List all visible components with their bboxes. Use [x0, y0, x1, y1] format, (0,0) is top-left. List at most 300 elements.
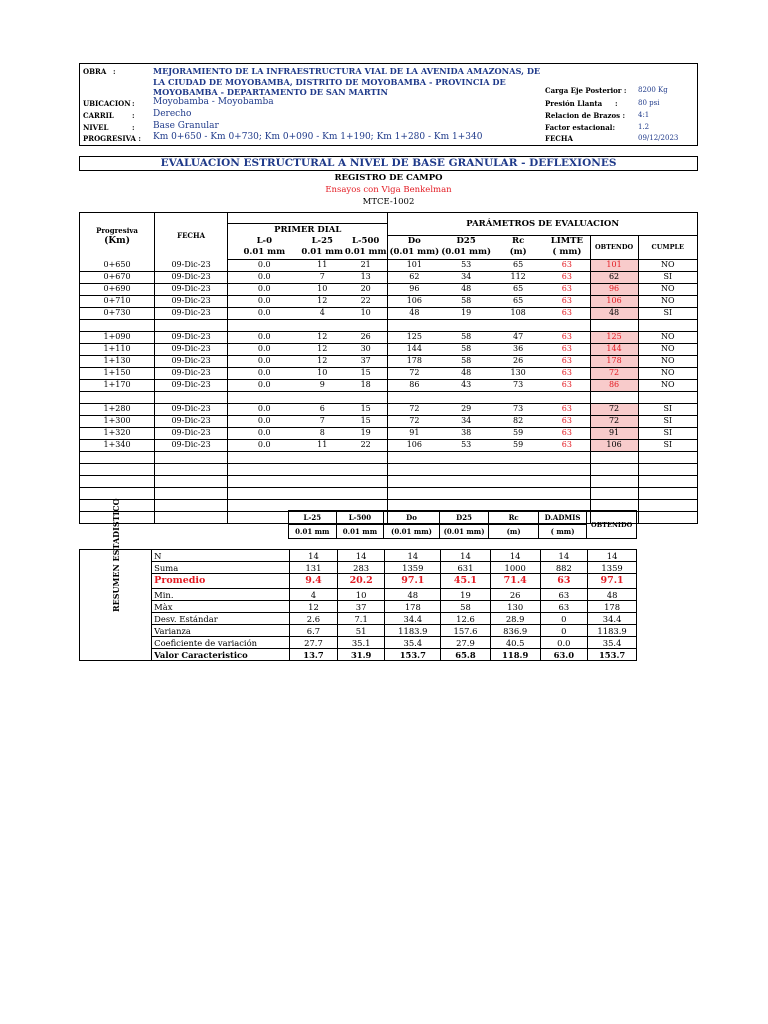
cell-l25: 8	[301, 427, 344, 439]
cell-cumple: NO	[638, 343, 697, 355]
cell-limte: 63	[544, 415, 590, 427]
deflection-table	[79, 212, 698, 524]
cell-fecha: 09-Dic-23	[155, 439, 228, 451]
obra-text: MEJORAMIENTO DE LA INFRAESTRUCTURA VIAL DE LA AVENIDA AMAZONAS, DE LA CIUDAD DE MOYOBAMBA, DISTRITO DE MOYOBAMBA - PROVINCIA DE MOYOBAMBA - DEPARTAMENTO DE SAN MARTIN	[153, 66, 541, 97]
stats-label: Promedio	[152, 574, 290, 589]
cell-obtendo: 125	[590, 331, 638, 343]
col-rc-unit: (m)	[509, 247, 527, 257]
empty-cell	[155, 463, 228, 475]
empty-cell	[80, 391, 155, 403]
cell-fecha: 09-Dic-23	[155, 271, 228, 283]
stats-row	[80, 589, 637, 601]
cell-rc: 65	[492, 283, 544, 295]
cell-l25: 11	[301, 259, 344, 271]
stats-value: 14	[490, 550, 540, 562]
cell-obtendo: 96	[590, 283, 638, 295]
col-l25	[301, 235, 344, 259]
cell-limte: 63	[544, 271, 590, 283]
cell-d25: 34	[440, 271, 492, 283]
cell-obtendo: 86	[590, 379, 638, 391]
cell-progresiva: 1+170	[80, 379, 155, 391]
col-progresiva-label: Progresiva	[96, 226, 138, 235]
cell-l0: 0.0	[228, 271, 301, 283]
carril-value: Derecho	[153, 109, 192, 119]
stats-value: 31.9	[337, 649, 385, 661]
stats-value: 12	[290, 601, 338, 613]
col-primer-dial: PRIMER DIAL	[228, 224, 388, 236]
stats-value: 12.6	[441, 613, 491, 625]
empty-cell	[228, 463, 301, 475]
presion-value: 80 psi	[638, 99, 660, 107]
stats-value: 58	[441, 601, 491, 613]
stats-row	[80, 574, 637, 589]
empty-cell	[638, 463, 697, 475]
empty-cell	[440, 463, 492, 475]
cell-l0: 0.0	[228, 331, 301, 343]
empty-cell	[544, 475, 590, 487]
stats-value: 14	[337, 550, 385, 562]
sub-rc-unit: (m)	[489, 525, 538, 539]
sub-l500: L-500	[336, 511, 384, 525]
empty-cell	[388, 451, 440, 463]
cell-progresiva: 1+320	[80, 427, 155, 439]
cell-cumple: SI	[638, 439, 697, 451]
stats-value: 157.6	[441, 625, 491, 637]
stats-value: 178	[588, 601, 637, 613]
col-rc-label: Rc	[512, 236, 525, 246]
stats-value: 35.1	[337, 637, 385, 649]
stats-value: 1183.9	[385, 625, 441, 637]
sub-l25: L-25	[289, 511, 337, 525]
empty-cell	[492, 319, 544, 331]
stats-value: 14	[540, 550, 588, 562]
table-row	[80, 367, 698, 379]
cell-cumple: NO	[638, 295, 697, 307]
summary-side-label	[80, 498, 152, 661]
cell-l0: 0.0	[228, 283, 301, 295]
stats-value: 65.8	[441, 649, 491, 661]
stats-value: 40.5	[490, 637, 540, 649]
cell-cumple: SI	[638, 427, 697, 439]
stats-value: 6.7	[290, 625, 338, 637]
col-km-label: (Km)	[104, 236, 130, 246]
cell-progresiva: 1+280	[80, 403, 155, 415]
empty-cell	[544, 391, 590, 403]
cell-l25: 7	[301, 415, 344, 427]
stats-value: 14	[290, 550, 338, 562]
table-row	[80, 379, 698, 391]
cell-rc: 73	[492, 403, 544, 415]
cell-do: 72	[388, 403, 440, 415]
summary-header-table	[288, 510, 637, 539]
col-parametros: PARÁMETROS DE EVALUACION	[388, 213, 698, 236]
fecha-label: FECHA	[545, 134, 573, 143]
cell-l0: 0.0	[228, 427, 301, 439]
cell-cumple: SI	[638, 415, 697, 427]
empty-cell	[228, 487, 301, 499]
cell-do: 91	[388, 427, 440, 439]
empty-cell	[638, 487, 697, 499]
cell-fecha: 09-Dic-23	[155, 283, 228, 295]
cell-l500: 21	[344, 259, 388, 271]
cell-fecha: 09-Dic-23	[155, 427, 228, 439]
col-l25-label: L-25	[311, 235, 333, 246]
cell-obtendo: 91	[590, 427, 638, 439]
empty-cell	[590, 319, 638, 331]
stats-value: 27.7	[290, 637, 338, 649]
cell-l500: 37	[344, 355, 388, 367]
empty-cell	[440, 451, 492, 463]
cell-rc: 73	[492, 379, 544, 391]
cell-d25: 58	[440, 295, 492, 307]
nivel-colon: :	[132, 123, 135, 132]
stats-label: Valor Caracteristico	[152, 649, 290, 661]
cell-progresiva: 0+710	[80, 295, 155, 307]
col-cumple: CUMPLE	[638, 235, 697, 259]
empty-cell	[492, 487, 544, 499]
norma-code: MTCE-1002	[362, 197, 415, 207]
cell-d25: 38	[440, 427, 492, 439]
progresiva-label: PROGRESIVA :	[83, 134, 141, 143]
empty-cell	[544, 487, 590, 499]
cell-l500: 10	[344, 307, 388, 319]
sub-obtenido: OBTENIDO	[587, 511, 637, 539]
stats-value: 153.7	[385, 649, 441, 661]
empty-cell	[155, 499, 228, 511]
stats-value: 51	[337, 625, 385, 637]
empty-cell	[388, 475, 440, 487]
cell-l25: 11	[301, 439, 344, 451]
table-row	[80, 403, 698, 415]
cell-l25: 12	[301, 331, 344, 343]
empty-cell	[544, 451, 590, 463]
carga-value: 8200 Kg	[638, 86, 668, 94]
sub-dadmis-unit: ( mm)	[538, 525, 586, 539]
cell-limte: 63	[544, 283, 590, 295]
cell-progresiva: 1+110	[80, 343, 155, 355]
empty-cell	[492, 475, 544, 487]
empty-cell	[638, 475, 697, 487]
stats-value: 14	[588, 550, 637, 562]
table-row	[80, 271, 698, 283]
cell-fecha: 09-Dic-23	[155, 343, 228, 355]
empty-cell	[440, 475, 492, 487]
deflection-table-body	[80, 259, 698, 523]
cell-progresiva: 1+300	[80, 415, 155, 427]
stats-value: 28.9	[490, 613, 540, 625]
cell-obtendo: 62	[590, 271, 638, 283]
obra-colon: :	[113, 67, 116, 76]
stats-value: 14	[441, 550, 491, 562]
cell-l25: 9	[301, 379, 344, 391]
stats-value: 63	[540, 574, 588, 589]
cell-rc: 59	[492, 427, 544, 439]
cell-l500: 19	[344, 427, 388, 439]
cell-do: 72	[388, 415, 440, 427]
stats-row	[80, 550, 637, 562]
project-header	[79, 63, 698, 146]
stats-value: 19	[441, 589, 491, 601]
stats-value: 153.7	[588, 649, 637, 661]
cell-obtendo: 106	[590, 439, 638, 451]
summary-side-text: RESUMEN ESTADISTICO	[110, 498, 121, 612]
table-row	[80, 355, 698, 367]
empty-cell	[344, 475, 388, 487]
col-l0-label: L-0	[256, 235, 272, 246]
cell-progresiva: 0+730	[80, 307, 155, 319]
cell-do: 178	[388, 355, 440, 367]
cell-limte: 63	[544, 331, 590, 343]
cell-l500: 30	[344, 343, 388, 355]
cell-progresiva: 1+130	[80, 355, 155, 367]
empty-cell	[301, 475, 344, 487]
cell-fecha: 09-Dic-23	[155, 331, 228, 343]
col-l500-label: L-500	[352, 235, 380, 246]
cell-l0: 0.0	[228, 355, 301, 367]
nivel-label: NIVEL	[83, 123, 109, 132]
cell-cumple: NO	[638, 283, 697, 295]
stats-value: 631	[441, 562, 491, 574]
cell-l500: 18	[344, 379, 388, 391]
empty-cell	[228, 319, 301, 331]
cell-do: 96	[388, 283, 440, 295]
sub-dadmis: D.ADMIS	[538, 511, 586, 525]
empty-cell	[388, 391, 440, 403]
cell-limte: 63	[544, 379, 590, 391]
cell-limte: 63	[544, 355, 590, 367]
cell-d25: 53	[440, 439, 492, 451]
cell-rc: 130	[492, 367, 544, 379]
stats-value: 14	[385, 550, 441, 562]
cell-limte: 63	[544, 403, 590, 415]
empty-cell	[544, 319, 590, 331]
cell-d25: 53	[440, 259, 492, 271]
empty-cell	[301, 391, 344, 403]
stats-label: Min.	[152, 589, 290, 601]
cell-l500: 20	[344, 283, 388, 295]
stats-row	[80, 613, 637, 625]
stats-value: 1000	[490, 562, 540, 574]
relacion-label: Relacion de Brazos :	[545, 111, 626, 120]
sub-do-unit: (0.01 mm)	[384, 525, 439, 539]
relacion-value: 4:1	[638, 111, 650, 119]
col-l0	[228, 235, 301, 259]
cell-obtendo: 178	[590, 355, 638, 367]
empty-cell	[344, 451, 388, 463]
empty-cell	[155, 511, 228, 523]
cell-fecha: 09-Dic-23	[155, 367, 228, 379]
empty-cell	[638, 511, 697, 523]
stats-value: 4	[290, 589, 338, 601]
cell-cumple: NO	[638, 331, 697, 343]
cell-d25: 58	[440, 331, 492, 343]
empty-cell	[544, 463, 590, 475]
cell-l0: 0.0	[228, 403, 301, 415]
stats-value: 45.1	[441, 574, 491, 589]
col-limte-label: LIMTE	[550, 236, 583, 246]
stats-label: Màx	[152, 601, 290, 613]
empty-cell	[492, 463, 544, 475]
cell-do: 62	[388, 271, 440, 283]
stats-value: 9.4	[290, 574, 338, 589]
cell-cumple: NO	[638, 355, 697, 367]
cell-obtendo: 72	[590, 367, 638, 379]
empty-cell	[155, 319, 228, 331]
empty-cell	[590, 475, 638, 487]
cell-rc: 59	[492, 439, 544, 451]
empty-row	[80, 475, 698, 487]
cell-progresiva: 1+090	[80, 331, 155, 343]
table-row	[80, 259, 698, 271]
cell-l500: 15	[344, 415, 388, 427]
empty-row	[80, 463, 698, 475]
stats-value: 34.4	[385, 613, 441, 625]
cell-do: 101	[388, 259, 440, 271]
empty-cell	[228, 391, 301, 403]
col-d25	[440, 235, 492, 259]
empty-row	[80, 319, 698, 331]
cell-l0: 0.0	[228, 307, 301, 319]
cell-cumple: SI	[638, 403, 697, 415]
cell-do: 144	[388, 343, 440, 355]
cell-cumple: SI	[638, 307, 697, 319]
empty-cell	[228, 451, 301, 463]
stats-value: 27.9	[441, 637, 491, 649]
stats-row	[80, 562, 637, 574]
stats-value: 1359	[588, 562, 637, 574]
cell-rc: 112	[492, 271, 544, 283]
stats-row	[80, 649, 637, 661]
stats-value: 0	[540, 613, 588, 625]
presion-colon: :	[615, 99, 618, 108]
cell-fecha: 09-Dic-23	[155, 403, 228, 415]
stats-value: 97.1	[385, 574, 441, 589]
empty-cell	[344, 391, 388, 403]
col-obtendo: OBTENDO	[590, 235, 638, 259]
empty-cell	[590, 391, 638, 403]
empty-row	[80, 391, 698, 403]
cell-l25: 12	[301, 295, 344, 307]
cell-l500: 22	[344, 439, 388, 451]
stats-row	[80, 625, 637, 637]
cell-fecha: 09-Dic-23	[155, 379, 228, 391]
col-fecha: FECHA	[155, 213, 228, 260]
col-d25-label: D25	[456, 236, 476, 246]
cell-rc: 65	[492, 295, 544, 307]
cell-l25: 10	[301, 283, 344, 295]
cell-progresiva: 0+670	[80, 271, 155, 283]
cell-l0: 0.0	[228, 259, 301, 271]
sub-l25-unit: 0.01 mm	[289, 525, 337, 539]
cell-l25: 12	[301, 355, 344, 367]
cell-fecha: 09-Dic-23	[155, 295, 228, 307]
cell-d25: 43	[440, 379, 492, 391]
stats-value: 63	[540, 589, 588, 601]
table-row	[80, 427, 698, 439]
cell-progresiva: 0+690	[80, 283, 155, 295]
empty-cell	[301, 487, 344, 499]
empty-cell	[301, 451, 344, 463]
cell-l500: 26	[344, 331, 388, 343]
empty-cell	[440, 319, 492, 331]
carga-label: Carga Eje Posterior :	[545, 86, 627, 95]
stats-value: 97.1	[588, 574, 637, 589]
table-row	[80, 439, 698, 451]
progresiva-value: Km 0+650 - Km 0+730; Km 0+090 - Km 1+190; Km 1+280 - Km 1+340	[153, 132, 483, 142]
cell-d25: 58	[440, 343, 492, 355]
empty-cell	[301, 463, 344, 475]
stats-value: 882	[540, 562, 588, 574]
cell-do: 72	[388, 367, 440, 379]
cell-d25: 48	[440, 367, 492, 379]
stats-value: 34.4	[588, 613, 637, 625]
cell-cumple: NO	[638, 259, 697, 271]
stats-value: 35.4	[385, 637, 441, 649]
cell-limte: 63	[544, 307, 590, 319]
stats-value: 48	[385, 589, 441, 601]
stats-value: 13.7	[290, 649, 338, 661]
carril-label: CARRIL	[83, 111, 114, 120]
cell-limte: 63	[544, 259, 590, 271]
nivel-value: Base Granular	[153, 121, 219, 131]
stats-value: 63.0	[540, 649, 588, 661]
sub-rc: Rc	[489, 511, 538, 525]
stats-row	[80, 637, 637, 649]
col-do	[388, 235, 440, 259]
cell-progresiva: 1+340	[80, 439, 155, 451]
stats-label: Desv. Estándar	[152, 613, 290, 625]
empty-cell	[590, 463, 638, 475]
stats-label: N	[152, 550, 290, 562]
cell-obtendo: 106	[590, 295, 638, 307]
col-limte	[544, 235, 590, 259]
stats-value: 37	[337, 601, 385, 613]
primer-dial-spacer	[228, 213, 388, 224]
cell-rc: 65	[492, 259, 544, 271]
cell-cumple: NO	[638, 367, 697, 379]
stats-value: 1183.9	[588, 625, 637, 637]
cell-obtendo: 101	[590, 259, 638, 271]
cell-d25: 34	[440, 415, 492, 427]
registro-heading: REGISTRO DE CAMPO	[334, 173, 443, 183]
stats-value: 35.4	[588, 637, 637, 649]
report-title: EVALUACION ESTRUCTURAL A NIVEL DE BASE GRANULAR - DEFLEXIONES	[79, 156, 698, 171]
cell-do: 106	[388, 439, 440, 451]
stats-value: 2.6	[290, 613, 338, 625]
stats-row	[80, 601, 637, 613]
cell-l0: 0.0	[228, 367, 301, 379]
cell-l0: 0.0	[228, 415, 301, 427]
col-l0-unit: 0.01 mm	[243, 246, 286, 257]
empty-cell	[492, 451, 544, 463]
empty-cell	[590, 451, 638, 463]
cell-l25: 10	[301, 367, 344, 379]
cell-obtendo: 144	[590, 343, 638, 355]
stats-label: Suma	[152, 562, 290, 574]
stats-value: 130	[490, 601, 540, 613]
cell-l25: 7	[301, 271, 344, 283]
empty-cell	[492, 391, 544, 403]
table-row	[80, 283, 698, 295]
cell-do: 86	[388, 379, 440, 391]
empty-cell	[638, 499, 697, 511]
stats-value: 48	[588, 589, 637, 601]
empty-cell	[80, 463, 155, 475]
sub-do: Do	[384, 511, 439, 525]
cell-rc: 47	[492, 331, 544, 343]
ubicacion-value: Moyobamba - Moyobamba	[153, 97, 274, 107]
cell-obtendo: 72	[590, 403, 638, 415]
